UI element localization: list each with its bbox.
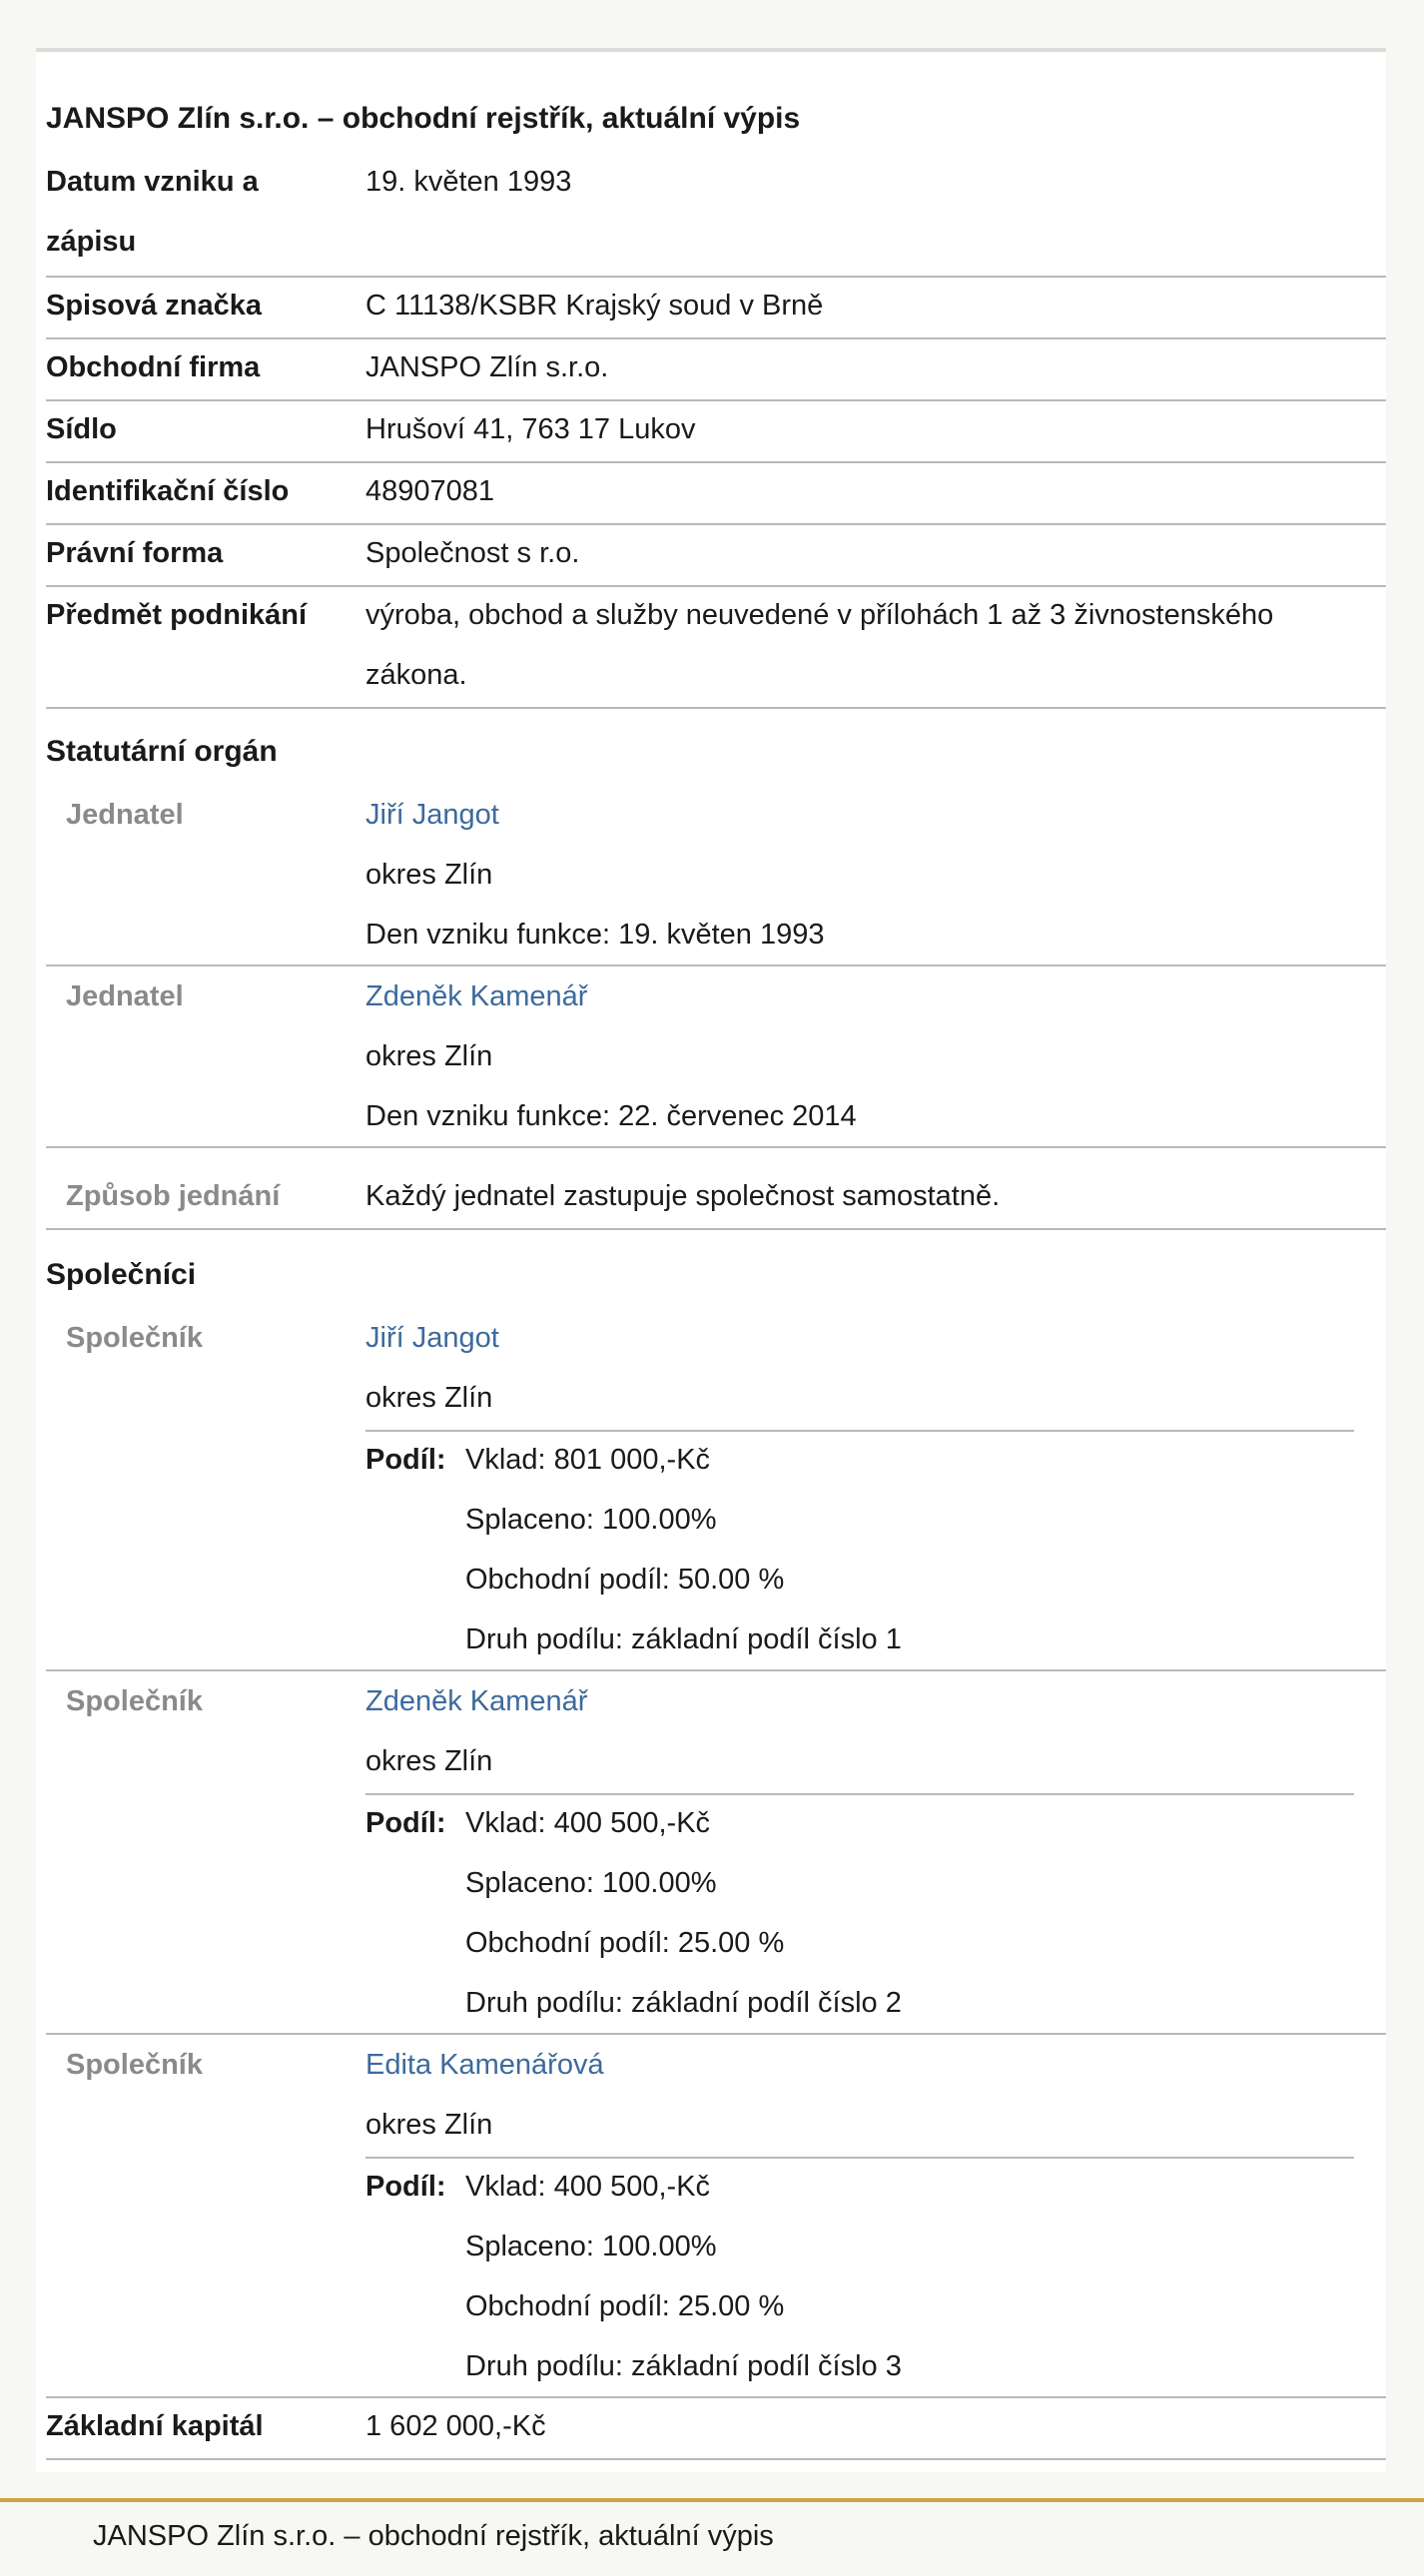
spis-value: C 11138/KSBR Krajský soud v Brně <box>365 290 824 322</box>
partner-district: okres Zlín <box>365 1745 493 1777</box>
statutory-heading: Statutární orgán <box>46 735 278 768</box>
divider <box>365 2157 1354 2159</box>
partner-role: Společník <box>66 2049 203 2081</box>
register-card <box>36 48 1386 2472</box>
share-splaceno: Splaceno: 100.00% <box>465 1504 717 1536</box>
forma-label: Právní forma <box>46 537 224 569</box>
sidlo-label: Sídlo <box>46 413 117 445</box>
datum-value: 19. květen 1993 <box>365 166 572 198</box>
divider <box>46 461 1386 463</box>
share-vklad: Vklad: 400 500,-Kč <box>465 2171 711 2203</box>
share-label: Podíl: <box>365 2171 446 2203</box>
predmet-label: Předmět podnikání <box>46 599 308 631</box>
divider <box>365 1793 1354 1795</box>
statutory-since: Den vzniku funkce: 19. květen 1993 <box>365 919 825 951</box>
partner-name-link[interactable]: Edita Kamenářová <box>365 2049 604 2081</box>
statutory-district: okres Zlín <box>365 1040 493 1072</box>
divider <box>46 1228 1386 1230</box>
partner-role: Společník <box>66 1322 203 1354</box>
ico-label: Identifikační číslo <box>46 475 290 507</box>
footer-text: JANSPO Zlín s.r.o. – obchodní rejstřík, aktuální výpis <box>93 2520 774 2552</box>
capital-value: 1 602 000,-Kč <box>365 2410 546 2442</box>
partner-district: okres Zlín <box>365 2109 493 2141</box>
share-druh: Druh podílu: základní podíl číslo 1 <box>465 1623 902 1655</box>
share-vklad: Vklad: 400 500,-Kč <box>465 1807 711 1839</box>
divider <box>46 1669 1386 1671</box>
divider <box>46 1146 1386 1148</box>
conduct-label: Způsob jednání <box>66 1180 281 1212</box>
share-podil: Obchodní podíl: 25.00 % <box>465 1927 785 1959</box>
partners-heading: Společníci <box>46 1258 197 1291</box>
divider <box>46 2033 1386 2035</box>
datum-label-2: zápisu <box>46 226 137 258</box>
firma-label: Obchodní firma <box>46 351 261 383</box>
share-splaceno: Splaceno: 100.00% <box>465 1867 717 1899</box>
statutory-name-link[interactable]: Zdeněk Kamenář <box>365 980 588 1012</box>
statutory-role: Jednatel <box>66 799 184 831</box>
predmet-value-2: zákona. <box>365 659 467 691</box>
predmet-value-1: výroba, obchod a služby neuvedené v přílohách 1 až 3 živnostenského <box>365 599 1274 631</box>
divider <box>46 585 1386 587</box>
statutory-role: Jednatel <box>66 980 184 1012</box>
firma-value: JANSPO Zlín s.r.o. <box>365 351 609 383</box>
divider <box>46 2396 1386 2398</box>
partner-role: Společník <box>66 1685 203 1717</box>
share-druh: Druh podílu: základní podíl číslo 3 <box>465 2350 902 2382</box>
divider <box>46 276 1386 278</box>
capital-label: Základní kapitál <box>46 2410 264 2442</box>
divider <box>46 399 1386 401</box>
partner-name-link[interactable]: Zdeněk Kamenář <box>365 1685 588 1717</box>
divider <box>46 2458 1386 2460</box>
divider <box>46 965 1386 966</box>
conduct-value: Každý jednatel zastupuje společnost samostatně. <box>365 1180 1001 1212</box>
divider <box>46 707 1386 709</box>
forma-value: Společnost s r.o. <box>365 537 580 569</box>
statutory-district: okres Zlín <box>365 859 493 891</box>
share-druh: Druh podílu: základní podíl číslo 2 <box>465 1987 902 2019</box>
ico-value: 48907081 <box>365 475 495 507</box>
share-label: Podíl: <box>365 1807 446 1839</box>
divider <box>46 523 1386 525</box>
datum-label-1: Datum vzniku a <box>46 166 259 198</box>
page-title: JANSPO Zlín s.r.o. – obchodní rejstřík, aktuální výpis <box>46 102 801 135</box>
page-footer <box>0 2498 1424 2576</box>
sidlo-value: Hrušoví 41, 763 17 Lukov <box>365 413 696 445</box>
partner-district: okres Zlín <box>365 1382 493 1414</box>
share-label: Podíl: <box>365 1444 446 1476</box>
share-vklad: Vklad: 801 000,-Kč <box>465 1444 711 1476</box>
share-podil: Obchodní podíl: 50.00 % <box>465 1564 785 1596</box>
share-podil: Obchodní podíl: 25.00 % <box>465 2290 785 2322</box>
partner-name-link[interactable]: Jiří Jangot <box>365 1322 499 1354</box>
share-splaceno: Splaceno: 100.00% <box>465 2231 717 2262</box>
statutory-name-link[interactable]: Jiří Jangot <box>365 799 499 831</box>
divider <box>365 1430 1354 1432</box>
divider <box>46 337 1386 339</box>
statutory-since: Den vzniku funkce: 22. červenec 2014 <box>365 1100 857 1132</box>
spis-label: Spisová značka <box>46 290 262 322</box>
